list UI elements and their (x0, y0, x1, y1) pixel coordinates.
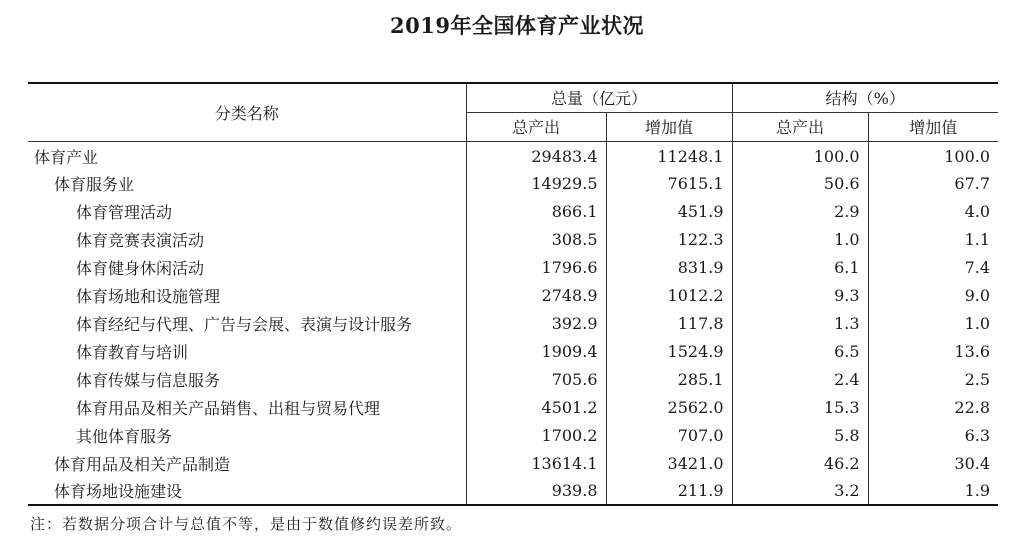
cell-total-value-added: 707.0 (606, 421, 732, 449)
cell-total-value-added: 211.9 (606, 477, 732, 505)
row-name: 其他体育服务 (76, 426, 173, 446)
row-name: 体育产业 (34, 147, 99, 167)
cell-pct-value-added: 1.1 (868, 225, 998, 253)
footnote: 注：若数据分项合计与总值不等，是由于数值修约误差所致。 (30, 515, 463, 533)
cell-total-value-added: 1524.9 (606, 337, 732, 365)
header-pct-value-added: 增加值 (868, 112, 998, 141)
cell-total-output: 1700.2 (466, 421, 606, 449)
sports-industry-table (28, 82, 998, 506)
cell-pct-output: 50.6 (732, 169, 868, 197)
cell-total-value-added: 831.9 (606, 253, 732, 281)
header-structure-group: 结构（%） (732, 83, 998, 112)
cell-pct-output: 15.3 (732, 393, 868, 421)
cell-pct-output: 46.2 (732, 449, 868, 477)
table-row (28, 253, 998, 281)
table-body (28, 141, 998, 505)
header-total-output: 总产出 (466, 112, 606, 141)
cell-total-output: 1796.6 (466, 253, 606, 281)
row-name: 体育场地和设施管理 (76, 286, 221, 306)
cell-total-output: 939.8 (466, 477, 606, 505)
cell-pct-output: 2.4 (732, 365, 868, 393)
cell-pct-output: 6.5 (732, 337, 868, 365)
cell-pct-value-added: 6.3 (868, 421, 998, 449)
table-header-group-row (28, 83, 998, 112)
table-row (28, 225, 998, 253)
cell-pct-output: 1.3 (732, 309, 868, 337)
header-total-value-added: 增加值 (606, 112, 732, 141)
table-row (28, 477, 998, 505)
cell-total-output: 29483.4 (466, 141, 606, 169)
cell-total-output: 13614.1 (466, 449, 606, 477)
cell-total-value-added: 451.9 (606, 197, 732, 225)
table-row (28, 393, 998, 421)
cell-pct-output: 100.0 (732, 141, 868, 169)
table-row (28, 169, 998, 197)
page-title: 2019年全国体育产业状况 (390, 13, 644, 38)
cell-total-output: 1909.4 (466, 337, 606, 365)
table-row (28, 309, 998, 337)
cell-pct-value-added: 30.4 (868, 449, 998, 477)
cell-total-output: 4501.2 (466, 393, 606, 421)
table-row (28, 197, 998, 225)
row-name: 体育经纪与代理、广告与会展、表演与设计服务 (76, 314, 413, 334)
cell-total-value-added: 2562.0 (606, 393, 732, 421)
cell-total-value-added: 1012.2 (606, 281, 732, 309)
cell-pct-output: 3.2 (732, 477, 868, 505)
table-row (28, 281, 998, 309)
cell-total-output: 392.9 (466, 309, 606, 337)
header-category: 分类名称 (28, 83, 466, 141)
cell-total-output: 866.1 (466, 197, 606, 225)
cell-pct-output: 5.8 (732, 421, 868, 449)
cell-pct-output: 1.0 (732, 225, 868, 253)
cell-pct-value-added: 9.0 (868, 281, 998, 309)
cell-pct-output: 2.9 (732, 197, 868, 225)
cell-total-value-added: 117.8 (606, 309, 732, 337)
cell-total-output: 14929.5 (466, 169, 606, 197)
cell-pct-value-added: 4.0 (868, 197, 998, 225)
table-row (28, 365, 998, 393)
row-name: 体育场地设施建设 (28, 477, 466, 505)
header-total-group: 总量（亿元） (466, 83, 732, 112)
cell-pct-value-added: 1.0 (868, 309, 998, 337)
table-row (28, 337, 998, 365)
cell-pct-value-added: 2.5 (868, 365, 998, 393)
cell-total-output: 308.5 (466, 225, 606, 253)
cell-pct-value-added: 1.9 (868, 477, 998, 505)
table-row (28, 141, 998, 169)
header-pct-output: 总产出 (732, 112, 868, 141)
cell-pct-output: 6.1 (732, 253, 868, 281)
cell-pct-value-added: 67.7 (868, 169, 998, 197)
row-name: 体育用品及相关产品销售、出租与贸易代理 (76, 398, 381, 418)
row-name: 体育竞赛表演活动 (76, 230, 205, 250)
row-name: 体育用品及相关产品制造 (54, 454, 231, 474)
row-name: 体育教育与培训 (76, 342, 189, 362)
cell-total-value-added: 11248.1 (606, 141, 732, 169)
row-name: 体育服务业 (54, 174, 135, 194)
cell-pct-value-added: 22.8 (868, 393, 998, 421)
cell-total-value-added: 122.3 (606, 225, 732, 253)
row-name: 体育传媒与信息服务 (76, 370, 221, 390)
cell-total-output: 705.6 (466, 365, 606, 393)
row-name: 体育管理活动 (76, 202, 173, 222)
table-row (28, 421, 998, 449)
cell-pct-value-added: 13.6 (868, 337, 998, 365)
cell-pct-output: 9.3 (732, 281, 868, 309)
cell-total-value-added: 3421.0 (606, 449, 732, 477)
cell-total-value-added: 7615.1 (606, 169, 732, 197)
cell-pct-value-added: 7.4 (868, 253, 998, 281)
table-row (28, 449, 998, 477)
row-name: 体育健身休闲活动 (76, 258, 205, 278)
cell-total-output: 2748.9 (466, 281, 606, 309)
cell-total-value-added: 285.1 (606, 365, 732, 393)
cell-pct-value-added: 100.0 (868, 141, 998, 169)
